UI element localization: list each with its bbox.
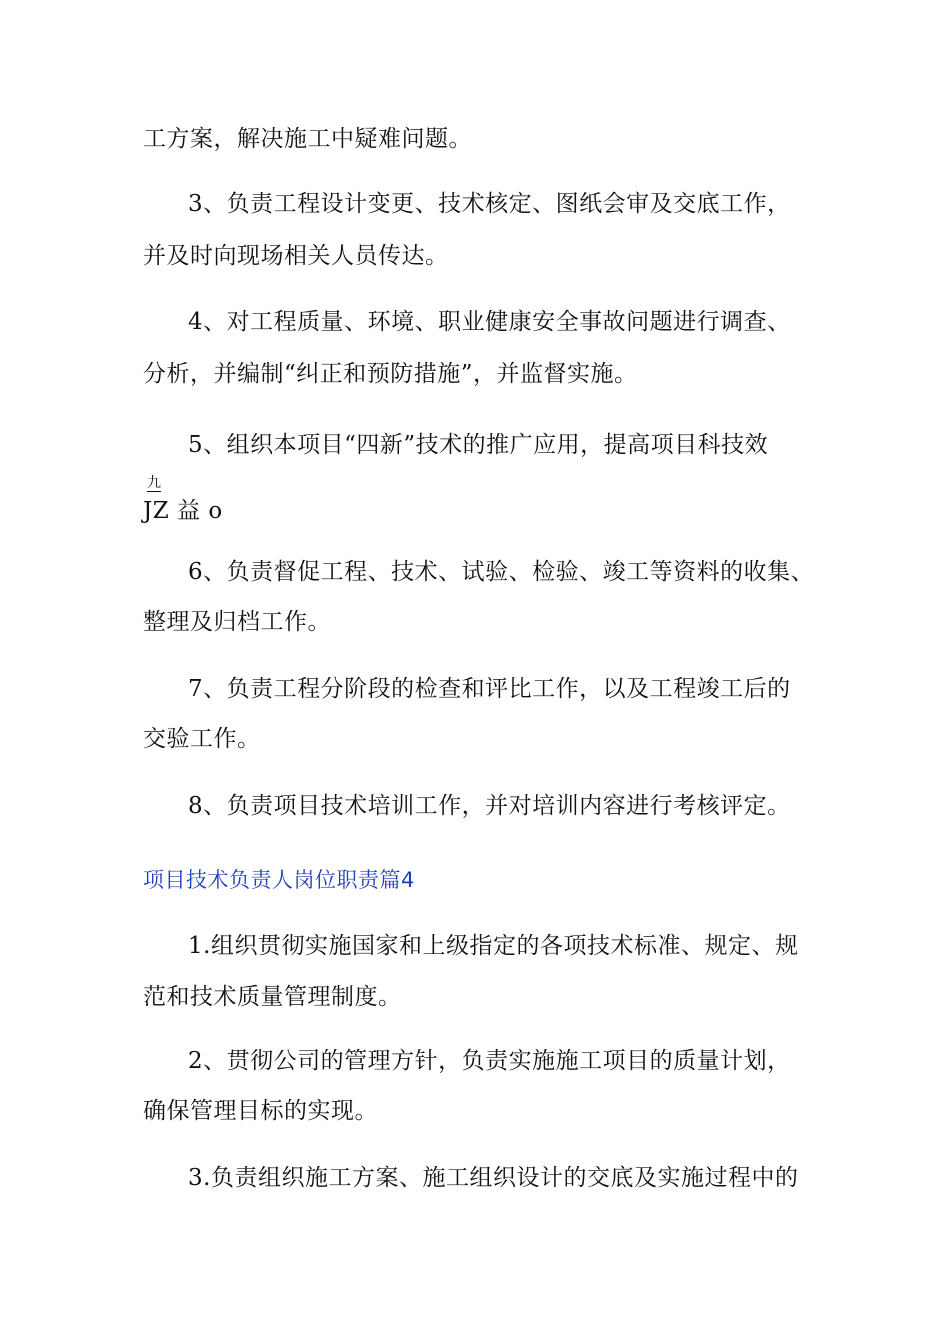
paragraph-line: 工方案，解决施工中疑难问题。	[143, 126, 472, 152]
paragraph-line: 7、负责工程分阶段的检查和评比工作，以及工程竣工后的	[188, 676, 791, 702]
paragraph-line: 2、贯彻公司的管理方针，负责实施施工项目的质量计划，	[188, 1048, 791, 1074]
ocr-fragment: 九	[147, 475, 161, 491]
paragraph-line: 6、负责督促工程、技术、试验、检验、竣工等资料的收集、	[188, 559, 815, 585]
paragraph-line: 分析，并编制“纠正和预防措施”，并监督实施。	[143, 361, 638, 387]
section-heading: 项目技术负责人岗位职责篇4	[143, 868, 415, 892]
paragraph-line: 1.组织贯彻实施国家和上级指定的各项技术标准、规定、规	[188, 933, 799, 959]
paragraph-line: 4、对工程质量、环境、职业健康安全事故问题进行调查、	[188, 309, 791, 335]
paragraph-line: 交验工作。	[143, 726, 261, 752]
paragraph-line: 3.负责组织施工方案、施工组织设计的交底及实施过程中的	[188, 1165, 799, 1191]
paragraph-line: JZ 益 o	[143, 498, 223, 524]
paragraph-line: 8、负责项目技术培训工作，并对培训内容进行考核评定。	[188, 793, 791, 819]
paragraph-line: 5、组织本项目“四新”技术的推广应用，提高项目科技效	[188, 432, 769, 458]
paragraph-line: 并及时向现场相关人员传达。	[143, 243, 449, 269]
paragraph-line: 范和技术质量管理制度。	[143, 984, 402, 1010]
paragraph-line: 确保管理目标的实现。	[143, 1098, 378, 1124]
paragraph-line: 3、负责工程设计变更、技术核定、图纸会审及交底工作，	[188, 191, 791, 217]
paragraph-line: 整理及归档工作。	[143, 609, 331, 635]
